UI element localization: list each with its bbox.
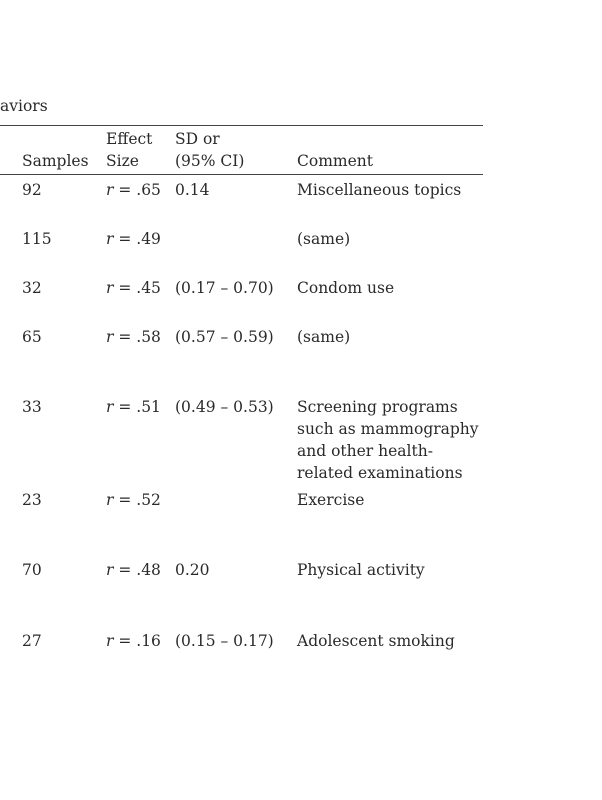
table-caption: aviors (0, 97, 48, 115)
row-sd: 0.14 (175, 181, 210, 199)
effect-value: = .48 (113, 561, 161, 579)
row-sd: 0.20 (175, 561, 210, 579)
row-samples: 65 (22, 328, 42, 346)
row-sd: (0.57 – 0.59) (175, 328, 274, 346)
row-comment: Miscellaneous topics (297, 181, 462, 199)
header-effect-line2: Size (106, 152, 139, 170)
effect-value: = .58 (113, 328, 161, 346)
header-samples: Samples (22, 152, 89, 170)
header-sd-line2: (95% CI) (175, 152, 245, 170)
row-effect (106, 559, 161, 581)
r-symbol: r (106, 328, 114, 346)
row-comment: (same) (297, 328, 351, 346)
row-comment: Adolescent smoking (297, 632, 455, 650)
row-effect (106, 630, 161, 652)
effect-value: = .65 (113, 181, 161, 199)
header-sd-line1: SD or (175, 130, 220, 148)
effect-value: = .45 (113, 279, 161, 297)
r-symbol: r (106, 230, 114, 248)
r-symbol: r (106, 632, 114, 650)
row-effect (106, 489, 161, 511)
row-effect (106, 228, 161, 250)
row-comment: Screening programs such as mammography and other health-related examinations (297, 398, 479, 482)
effect-value: = .51 (113, 398, 161, 416)
row-comment: (same) (297, 230, 351, 248)
r-symbol: r (106, 398, 114, 416)
r-symbol: r (106, 181, 114, 199)
row-sd: (0.15 – 0.17) (175, 632, 274, 650)
header-rule (0, 174, 483, 175)
row-samples: 32 (22, 279, 42, 297)
row-comment: Physical activity (297, 561, 425, 579)
row-effect (106, 396, 161, 418)
r-symbol: r (106, 279, 114, 297)
header-effect-line1: Effect (106, 130, 153, 148)
row-samples: 115 (22, 230, 52, 248)
row-effect (106, 179, 161, 201)
top-rule (0, 125, 483, 126)
r-symbol: r (106, 491, 114, 509)
row-samples: 92 (22, 181, 42, 199)
row-sd: (0.17 – 0.70) (175, 279, 274, 297)
row-samples: 33 (22, 398, 42, 416)
header-comment: Comment (297, 152, 373, 170)
r-symbol: r (106, 561, 114, 579)
row-samples: 70 (22, 561, 42, 579)
row-samples: 27 (22, 632, 42, 650)
row-comment: Condom use (297, 279, 395, 297)
row-sd: (0.49 – 0.53) (175, 398, 274, 416)
row-effect (106, 277, 161, 299)
row-comment: Exercise (297, 491, 365, 509)
row-effect (106, 326, 161, 348)
effect-value: = .49 (113, 230, 161, 248)
row-samples: 23 (22, 491, 42, 509)
effect-value: = .16 (113, 632, 161, 650)
effect-value: = .52 (113, 491, 161, 509)
